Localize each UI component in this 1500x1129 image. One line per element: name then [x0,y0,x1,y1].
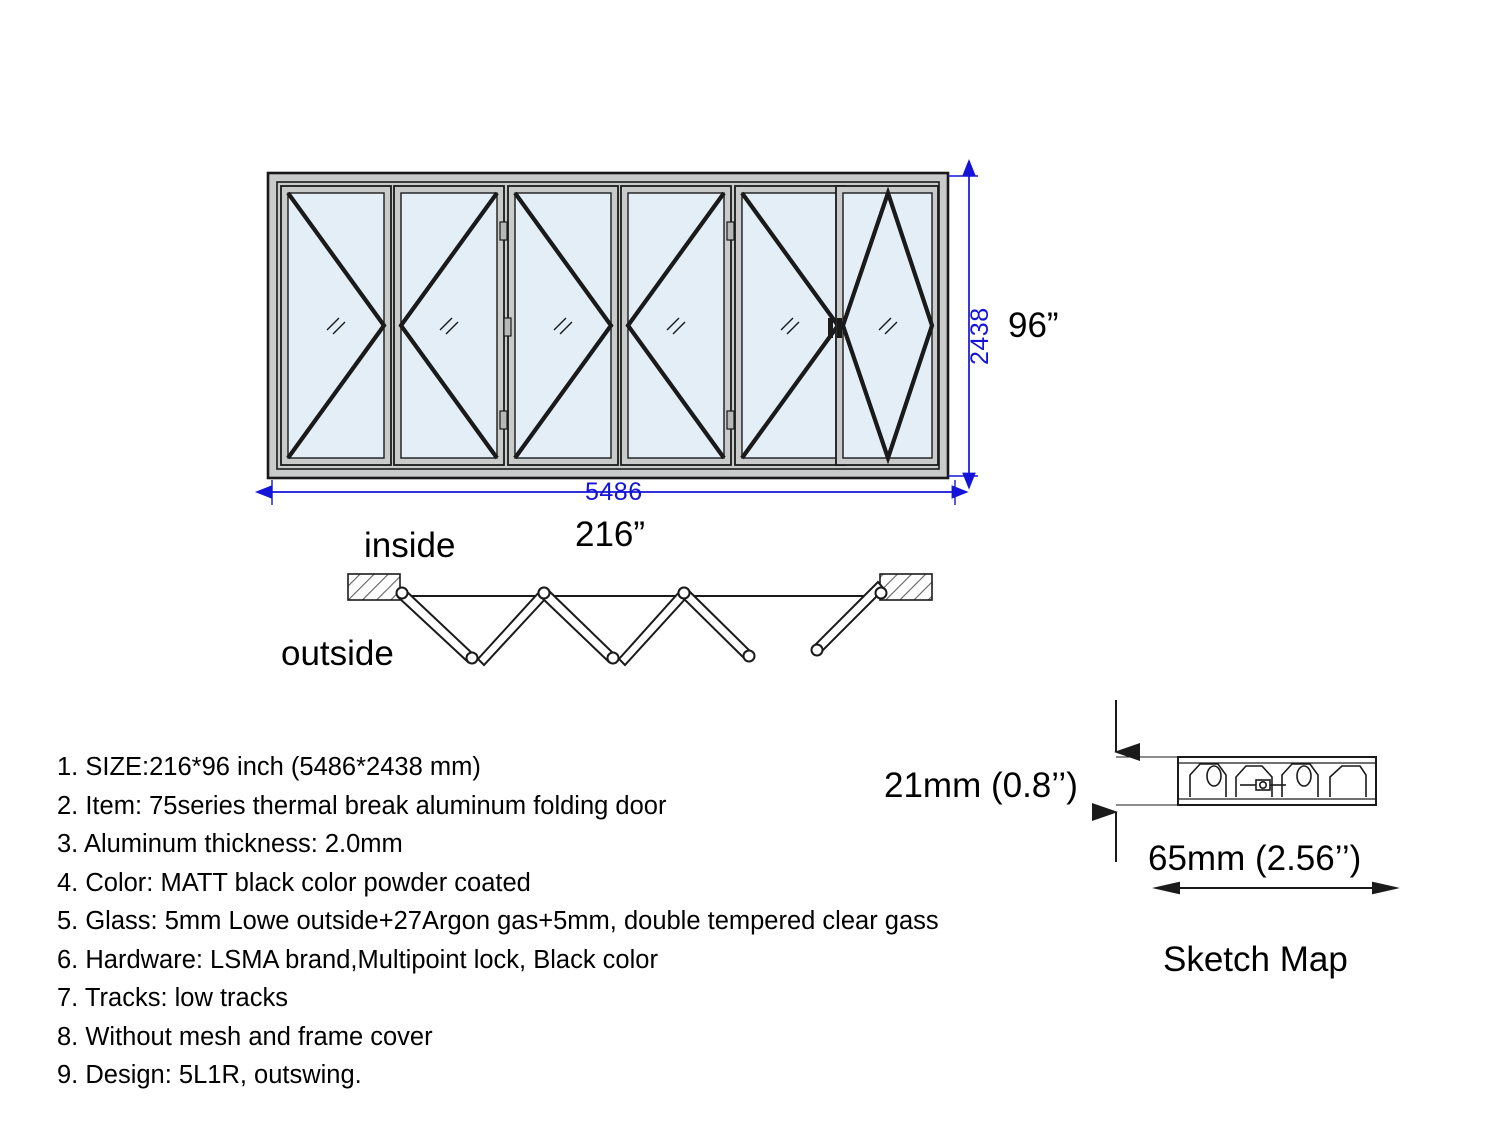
profile-width-label: 65mm (2.56’’) [1148,839,1362,878]
inside-label: inside [364,526,456,565]
elevation-view [268,173,948,478]
elevation-panel-6 [836,186,938,465]
plan-leaf-single-4 [812,582,887,656]
spec-item: 4. Color: MATT black color powder coated [57,868,531,897]
elevation-panel-3 [504,186,618,465]
height-dimension-inch: 96” [1008,306,1059,345]
spec-item: 9. Design: 5L1R, outswing. [57,1061,362,1089]
specification-list [57,748,1017,1095]
spec-item: 7. Tracks: low tracks [57,984,288,1012]
plan-view [348,574,932,665]
elevation-panel-4 [621,186,734,465]
elevation-panel-2 [394,186,507,465]
spec-item: 5. Glass: 5mm Lowe outside+27Argon gas+5mm, double tempered clear gass [57,907,939,935]
height-dimension-mm: 2438 [966,307,994,365]
spec-item: 3. Aluminum thickness: 2.0mm [57,830,403,858]
outside-label: outside [281,634,394,673]
plan-leaf-single-3 [679,588,755,662]
spec-item: 6. Hardware: LSMA brand,Multipoint lock, Black color [57,945,658,974]
plan-leaf-pair-2 [539,588,690,666]
profile-depth-label: 21mm (0.8’’) [884,766,1078,805]
spec-item: 2. Item: 75series thermal break aluminum folding door [57,791,667,820]
plan-leaf-pair-1 [397,588,550,666]
elevation-panel-1 [281,186,391,465]
spec-item: 8. Without mesh and frame cover [57,1022,433,1051]
width-dimension-inch: 216” [575,515,646,554]
width-dimension-mm: 5486 [585,478,643,506]
spec-item: 1. SIZE:216*96 inch (5486*2438 mm) [57,753,481,781]
sketch-map-caption: Sketch Map [1163,940,1348,979]
